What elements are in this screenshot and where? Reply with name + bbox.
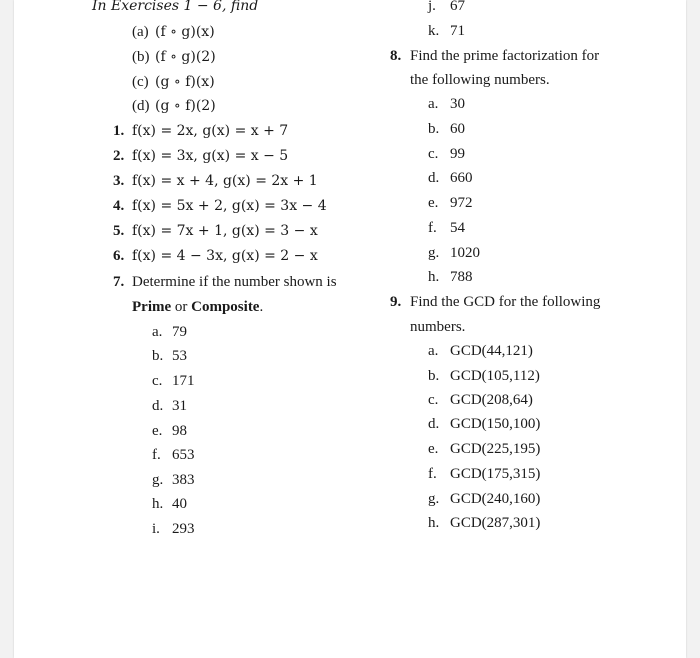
part-expression: (g ∘ f)(2)	[155, 98, 216, 114]
question-text: Determine if the number shown is	[132, 274, 337, 290]
part-label: (a)	[132, 24, 149, 40]
item-label: g.	[428, 491, 440, 507]
item-value: GCD(225,195)	[450, 441, 541, 457]
exercise-expression: f(x) = 7x + 1, g(x) = 3 − x	[132, 223, 318, 239]
item-label: b.	[428, 368, 440, 384]
item-value: 653	[172, 447, 195, 463]
exercise-expression: f(x) = 4 − 3x, g(x) = 2 − x	[132, 248, 318, 264]
document-page	[14, 0, 686, 658]
item-value: 67	[450, 0, 465, 14]
item-value: GCD(150,100)	[450, 416, 541, 432]
item-value: GCD(175,315)	[450, 466, 541, 482]
composite-word: Composite	[191, 299, 260, 315]
sentence-period: .	[259, 299, 264, 315]
item-label: g.	[152, 472, 164, 488]
prime-word: Prime	[132, 299, 172, 315]
item-label: a.	[428, 96, 439, 112]
item-value: 53	[172, 348, 187, 364]
item-value: GCD(287,301)	[450, 515, 541, 531]
exercise-number: 5.	[113, 223, 125, 239]
item-value: GCD(44,121)	[450, 343, 533, 359]
exercise-number: 3.	[113, 173, 125, 189]
item-label: d.	[428, 416, 440, 432]
exercise-expression: f(x) = 3x, g(x) = x − 5	[132, 148, 289, 164]
item-label: d.	[428, 170, 440, 186]
item-value: 71	[450, 23, 465, 39]
question-text: Find the prime factorization for	[410, 48, 600, 64]
item-value: 98	[172, 423, 187, 439]
part-label: (c)	[132, 74, 149, 90]
exercise-number: 1.	[113, 123, 125, 139]
item-label: h.	[428, 269, 440, 285]
item-label: g.	[428, 245, 440, 261]
question-number: 9.	[390, 294, 402, 310]
item-value: 30	[450, 96, 465, 112]
part-label: (d)	[132, 98, 150, 114]
part-expression: (f ∘ g)(2)	[155, 49, 216, 65]
item-label: f.	[152, 447, 161, 463]
item-label: i.	[152, 521, 160, 537]
exercise-expression: f(x) = 5x + 2, g(x) = 3x − 4	[132, 198, 327, 214]
item-value: 171	[172, 373, 195, 389]
item-value: GCD(105,112)	[450, 368, 540, 384]
item-label: d.	[152, 398, 164, 414]
item-value: GCD(208,64)	[450, 392, 533, 408]
item-value: 788	[450, 269, 473, 285]
item-label: e.	[428, 441, 439, 457]
exercise-number: 6.	[113, 248, 125, 264]
item-label: h.	[428, 515, 440, 531]
item-label: k.	[428, 23, 440, 39]
item-label: c.	[152, 373, 163, 389]
exercise-expression: f(x) = 2x, g(x) = x + 7	[132, 123, 289, 139]
or-word: or	[171, 299, 192, 315]
part-expression: (g ∘ f)(x)	[155, 74, 215, 90]
item-value: 40	[172, 496, 187, 512]
question-number: 7.	[113, 274, 125, 290]
exercise-expression: f(x) = x + 4, g(x) = 2x + 1	[132, 173, 318, 189]
item-label: e.	[428, 195, 439, 211]
item-value: GCD(240,160)	[450, 491, 541, 507]
question-text-line2: the following numbers.	[410, 72, 550, 88]
item-value: 99	[450, 146, 465, 162]
item-label: f.	[428, 466, 437, 482]
item-value: 1020	[450, 245, 480, 261]
part-label: (b)	[132, 49, 150, 65]
part-expression: (f ∘ g)(x)	[155, 24, 215, 40]
item-label: h.	[152, 496, 164, 512]
item-label: j.	[428, 0, 436, 14]
item-value: 79	[172, 324, 187, 340]
item-label: c.	[428, 392, 439, 408]
item-value: 31	[172, 398, 187, 414]
item-value: 660	[450, 170, 473, 186]
question-text-line2: numbers.	[410, 319, 466, 335]
item-value: 293	[172, 521, 195, 537]
question-number: 8.	[390, 48, 402, 64]
item-label: e.	[152, 423, 163, 439]
item-value: 383	[172, 472, 195, 488]
item-value: 60	[450, 121, 465, 137]
exercise-number: 4.	[113, 198, 125, 214]
item-label: c.	[428, 146, 439, 162]
item-label: b.	[152, 348, 164, 364]
question-text: Find the GCD for the following	[410, 294, 601, 310]
item-value: 54	[450, 220, 465, 236]
item-label: a.	[152, 324, 163, 340]
item-value: 972	[450, 195, 473, 211]
item-label: b.	[428, 121, 440, 137]
item-label: f.	[428, 220, 437, 236]
item-label: a.	[428, 343, 439, 359]
question-text-line2	[132, 298, 263, 316]
exercise-number: 2.	[113, 148, 125, 164]
exercises-heading: In Exercises 1 − 6, find	[92, 0, 259, 14]
